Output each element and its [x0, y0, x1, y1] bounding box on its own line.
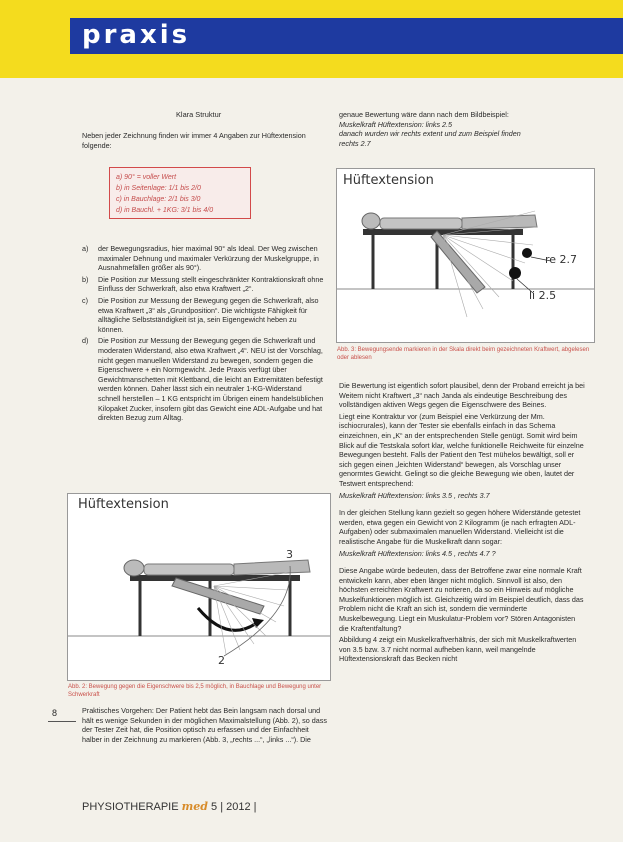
list-item: [82, 296, 324, 334]
list-text: Die Position zur Messung der Bewegung gegen die Schwerkraft, also etwa Kraftwert „3“ als „Grundposition“. Die wichtigste Fähigkeit für alltägliche Selbstständigkeit ist ja, sein Eigengewicht heben zu können.: [98, 295, 319, 334]
figure-hip-extension-right: [336, 168, 595, 343]
figure-title: Hüftextension: [78, 497, 169, 512]
page-number: 8: [52, 708, 58, 718]
paragraph: danach wurden wir rechts extent und zum Beispiel finden: [339, 129, 521, 139]
box-line: d) in Bauchl. + 1KG: 3/1 bis 4/0: [116, 207, 214, 214]
paragraph: In der gleichen Stellung kann gezielt so gegen höhere Widerstände getestet werden, etwa gegen ein Gewicht von 2 Kilogramm (je nach erfragten ADL-Aufgaben) oder submaximalen manuellen Widerstand. Vielleicht ist die realistische Angabe für die Muskelkraft dann sogar:: [339, 508, 581, 546]
list-label: d): [82, 336, 89, 346]
list-text: Die Position zur Messung stellt eingeschränkter Kontraktionskraft ohne Einfluss der Schwerkraft, also etwa Kraftwert „2“.: [98, 274, 324, 294]
paragraph: Muskelkraft Hüftextension: links 2.5: [339, 119, 453, 129]
header-bar: [0, 0, 623, 78]
value-box: [109, 167, 251, 219]
list-text: der Bewegungsradius, hier maximal 90° als Ideal. Der Weg zwischen maximaler Dehnung und maximaler Verkürzung der Muskelgruppe, in Ausnahmefällen größer als 90°).: [98, 244, 319, 273]
box-line: b) in Seitenlage: 1/1 bis 2/0: [116, 185, 201, 192]
list-text: Die Position zur Messung der Bewegung gegen die Schwerkraft und moderaten Widerstand, also etwa Kraftwert „4“. NEU ist der Vorschlag, nicht gegen manuellen Widerstand zu bewegen, sondern gegen die Eigenschwere + ein Normgewicht. Jede Praxis verfügt über Gewichtmanschetten mit Klettband, die leicht an Extremitäten befestigt werden können. Daher lässt sich ein neutraler 1-KG-Widerstand schnell herstellen – 1 KG entspricht im Übrigen einem handelsüblichen Kilopaket Zucker, insofern gibt das Gewicht eine ADL-Aufgabe und hat direkten Bezug zum Alltag.: [98, 336, 324, 423]
right-main-text: [339, 381, 585, 666]
figure-hip-extension-left: [67, 493, 331, 681]
paragraph: Die Bewertung ist eigentlich sofort plausibel, denn der Proband erreicht ja bei Weitem nicht Kraftwert „3“ nach Janda als eindeutige Beschreibung des vollständigen aktiven Wegs gegen die Eigenschwere des Beines.: [339, 381, 585, 410]
issue-number: 5 | 2012 |: [211, 801, 257, 813]
definition-list: [82, 244, 324, 425]
right-top-text: [339, 110, 585, 148]
list-label: a): [82, 244, 89, 253]
paragraph: Muskelkraft Hüftextension: links 4.5 , rechts 4.7 ?: [339, 548, 496, 558]
figure-drawing: [68, 494, 330, 680]
box-line: c) in Bauchlage: 2/1 bis 3/0: [116, 196, 201, 203]
author: Klara Struktur: [176, 110, 222, 119]
paragraph: genaue Bewertung wäre dann nach dem Bildbeispiel:: [339, 110, 509, 119]
figure-caption: Abb. 2: Bewegung gegen die Eigenschwere bis 2,5 möglich, in Bauchlage und Bewegung unter Schwerkraft: [68, 684, 322, 698]
figure-caption: Abb. 3: Bewegungsende markieren in der Skala direkt beim gezeichneten Kraftwert, abgelesen oder ablesen: [337, 347, 590, 361]
scale-label-right: re 2.7: [545, 253, 578, 266]
journal-med: med: [181, 800, 208, 813]
left-bottom-text: [82, 706, 328, 746]
list-label: b): [82, 274, 89, 284]
scale-label-top: 3: [286, 548, 293, 561]
paragraph: Muskelkraft Hüftextension: links 3.5 , rechts 3.7: [339, 490, 490, 500]
figure-title: Hüftextension: [343, 173, 434, 188]
paragraph: Praktisches Vorgehen: Der Patient hebt das Bein langsam nach dorsal und hält es wenige Sekunden in der möglichen Maximalstellung (Abb. 2), so dass der Tester Zeit hat, die Position optisch zu erfassen und der Einfachheit halber in der Zeichnung zu markieren (Abb. 3, „rechts ...“, „links ...“). Die: [82, 706, 327, 744]
scale-label-bottom: 2: [218, 654, 225, 667]
intro-paragraph: Neben jeder Zeichnung finden wir immer 4 Angaben zur Hüftextension folgende:: [82, 131, 306, 150]
list-item: [82, 336, 324, 422]
footer: [82, 800, 257, 813]
journal-name: PHYSIOTHERAPIE: [82, 801, 179, 813]
list-label: c): [82, 295, 88, 305]
divider: [48, 721, 76, 722]
paragraph: Diese Angabe würde bedeuten, dass der Betroffene zwar eine normale Kraft entwickeln kann, aber eben länger nicht möglich. Sinnvoll ist also, den höchsten erreichten Kraftwert zu notieren, da so ein Hinweis auf mögliche Muskelfunktionen möglich ist. Gleichzeitig wird im Beispiel deutlich, dass das Problem nicht die Kraft an sich ist, sondern die verminderte Muskelbewegung. Liegt ein Muskulatur-Problem vor? Stören Antagonisten die Kraftentfaltung?: [339, 566, 584, 633]
list-item: [82, 244, 324, 273]
intro-text: [82, 131, 322, 152]
scale-label-left: li 2.5: [529, 289, 557, 302]
paragraph: Abbildung 4 zeigt ein Muskelkraftverhältnis, der sich mit Muskelkraftwerten von 3.5 bzw. 3.7 nicht normal aufheben kann, weil mangelnde Hüftextensionskraft das Becken nicht: [339, 635, 577, 664]
paragraph: Liegt eine Kontraktur vor (zum Beispiel eine Verkürzung der Mm. ischiocrurales), kann der Tester sie ebenfalls einfach in das Schema einzeichnen, ein „K“ an der entsprechenden Stelle genügt. Somit wird beim Blick auf die Testskala sofort klar, welche funktionelle Reichweite für einzelne Bewegungen besteht. Falls der Patient den Test mühelos bewältigt, soll er sich gegen einen „leichten Widerstand“ bewegen, als Vorschlag unser genormtes Gewicht. Gelingt so die gleiche Bewegung wie oben, lautet der Testwert entsprechend:: [339, 411, 584, 488]
box-line: a) 90° = voller Wert: [116, 174, 177, 181]
section-title: praxis: [82, 20, 191, 50]
paragraph: rechts 2.7: [339, 138, 371, 148]
list-item: [82, 275, 324, 294]
